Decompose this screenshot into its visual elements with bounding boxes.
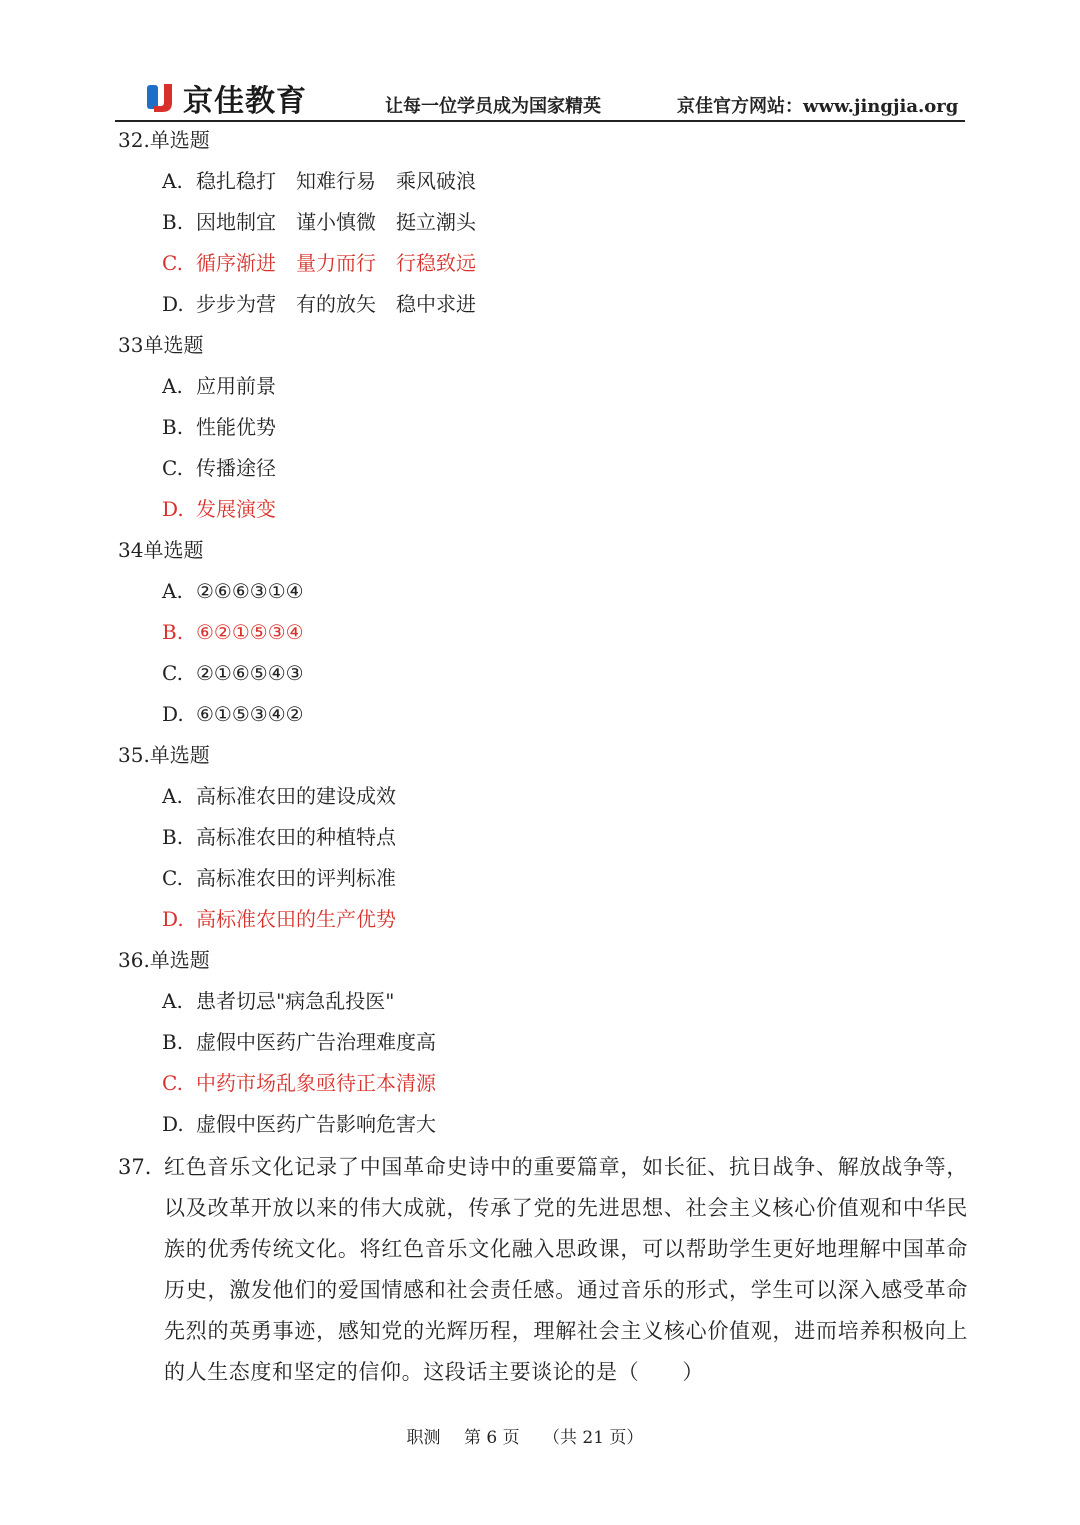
question-label: 36.单选题 [118, 948, 210, 972]
option-a[interactable]: A. 患者切忌"病急乱投医" [162, 989, 395, 1013]
question-label: 32.单选题 [118, 128, 210, 152]
question-37 [118, 1147, 968, 1393]
logo-mark-icon [145, 81, 179, 115]
header-slogan: 让每一位学员成为国家精英 [385, 96, 601, 117]
page-footer [0, 1423, 1050, 1448]
option-b[interactable]: B. 性能优势 [162, 415, 276, 439]
option-d-correct[interactable]: D. 高标准农田的生产优势 [162, 907, 396, 931]
header-website: 京佳官方网站：www.jingjia.org [677, 96, 959, 117]
option-c-correct[interactable]: C. 中药市场乱象亟待正本清源 [162, 1071, 436, 1095]
brand-logo [145, 76, 307, 120]
question-label: 34单选题 [118, 538, 204, 562]
option-b[interactable]: B. 因地制宜 谨小慎微 挺立潮头 [162, 210, 476, 234]
question-list [118, 120, 968, 1393]
option-c[interactable]: C. 传播途径 [162, 456, 276, 480]
option-a[interactable]: A. 高标准农田的建设成效 [162, 784, 396, 808]
question-33 [118, 325, 968, 530]
footer-page-number: 第 6 页 [463, 1428, 520, 1448]
option-c-correct[interactable]: C. 循序渐进 量力而行 行稳致远 [162, 251, 476, 275]
footer-subject: 职测 [406, 1428, 441, 1448]
question-36 [118, 940, 968, 1145]
question-32 [118, 120, 968, 325]
option-b-correct[interactable]: B. ⑥②①⑤③④ [162, 620, 304, 644]
question-35 [118, 735, 968, 940]
option-d[interactable]: D. ⑥①⑤③④② [162, 702, 304, 726]
option-b[interactable]: B. 虚假中医药广告治理难度高 [162, 1030, 436, 1054]
option-b[interactable]: B. 高标准农田的种植特点 [162, 825, 396, 849]
option-c[interactable]: C. 高标准农田的评判标准 [162, 866, 396, 890]
option-a[interactable]: A. 稳扎稳打 知难行易 乘风破浪 [162, 169, 476, 193]
question-number: 37. [118, 1155, 152, 1179]
page-header [115, 70, 965, 122]
question-34 [118, 530, 968, 735]
question-label: 35.单选题 [118, 743, 210, 767]
option-c[interactable]: C. ②①⑥⑤④③ [162, 661, 304, 685]
footer-total-pages: （共 21 页） [542, 1428, 644, 1448]
option-d-correct[interactable]: D. 发展演变 [162, 497, 276, 521]
option-d[interactable]: D. 虚假中医药广告影响危害大 [162, 1112, 436, 1136]
option-a[interactable]: A. 应用前景 [162, 374, 276, 398]
question-label: 33单选题 [118, 333, 204, 357]
brand-name: 京佳教育 [183, 84, 307, 119]
option-a[interactable]: A. ②⑥⑥③①④ [162, 579, 304, 603]
option-d[interactable]: D. 步步为营 有的放矢 稳中求进 [162, 292, 476, 316]
question-stem: 红色音乐文化记录了中国革命史诗中的重要篇章，如长征、抗日战争、解放战争等，以及改革开放以来的伟大成就，传承了党的先进思想、社会主义核心价值观和中华民族的优秀传统文化。将红色音乐文化融入思政课，可以帮助学生更好地理解中国革命历史，激发他们的爱国情感和社会责任感。通过音乐的形式，学生可以深入感受革命先烈的英勇事迹，感知党的光辉历程，理解社会主义核心价值观，进而培养积极向上的人生态度和坚定的信仰。这段话主要谈论的是（ ） [164, 1155, 968, 1384]
